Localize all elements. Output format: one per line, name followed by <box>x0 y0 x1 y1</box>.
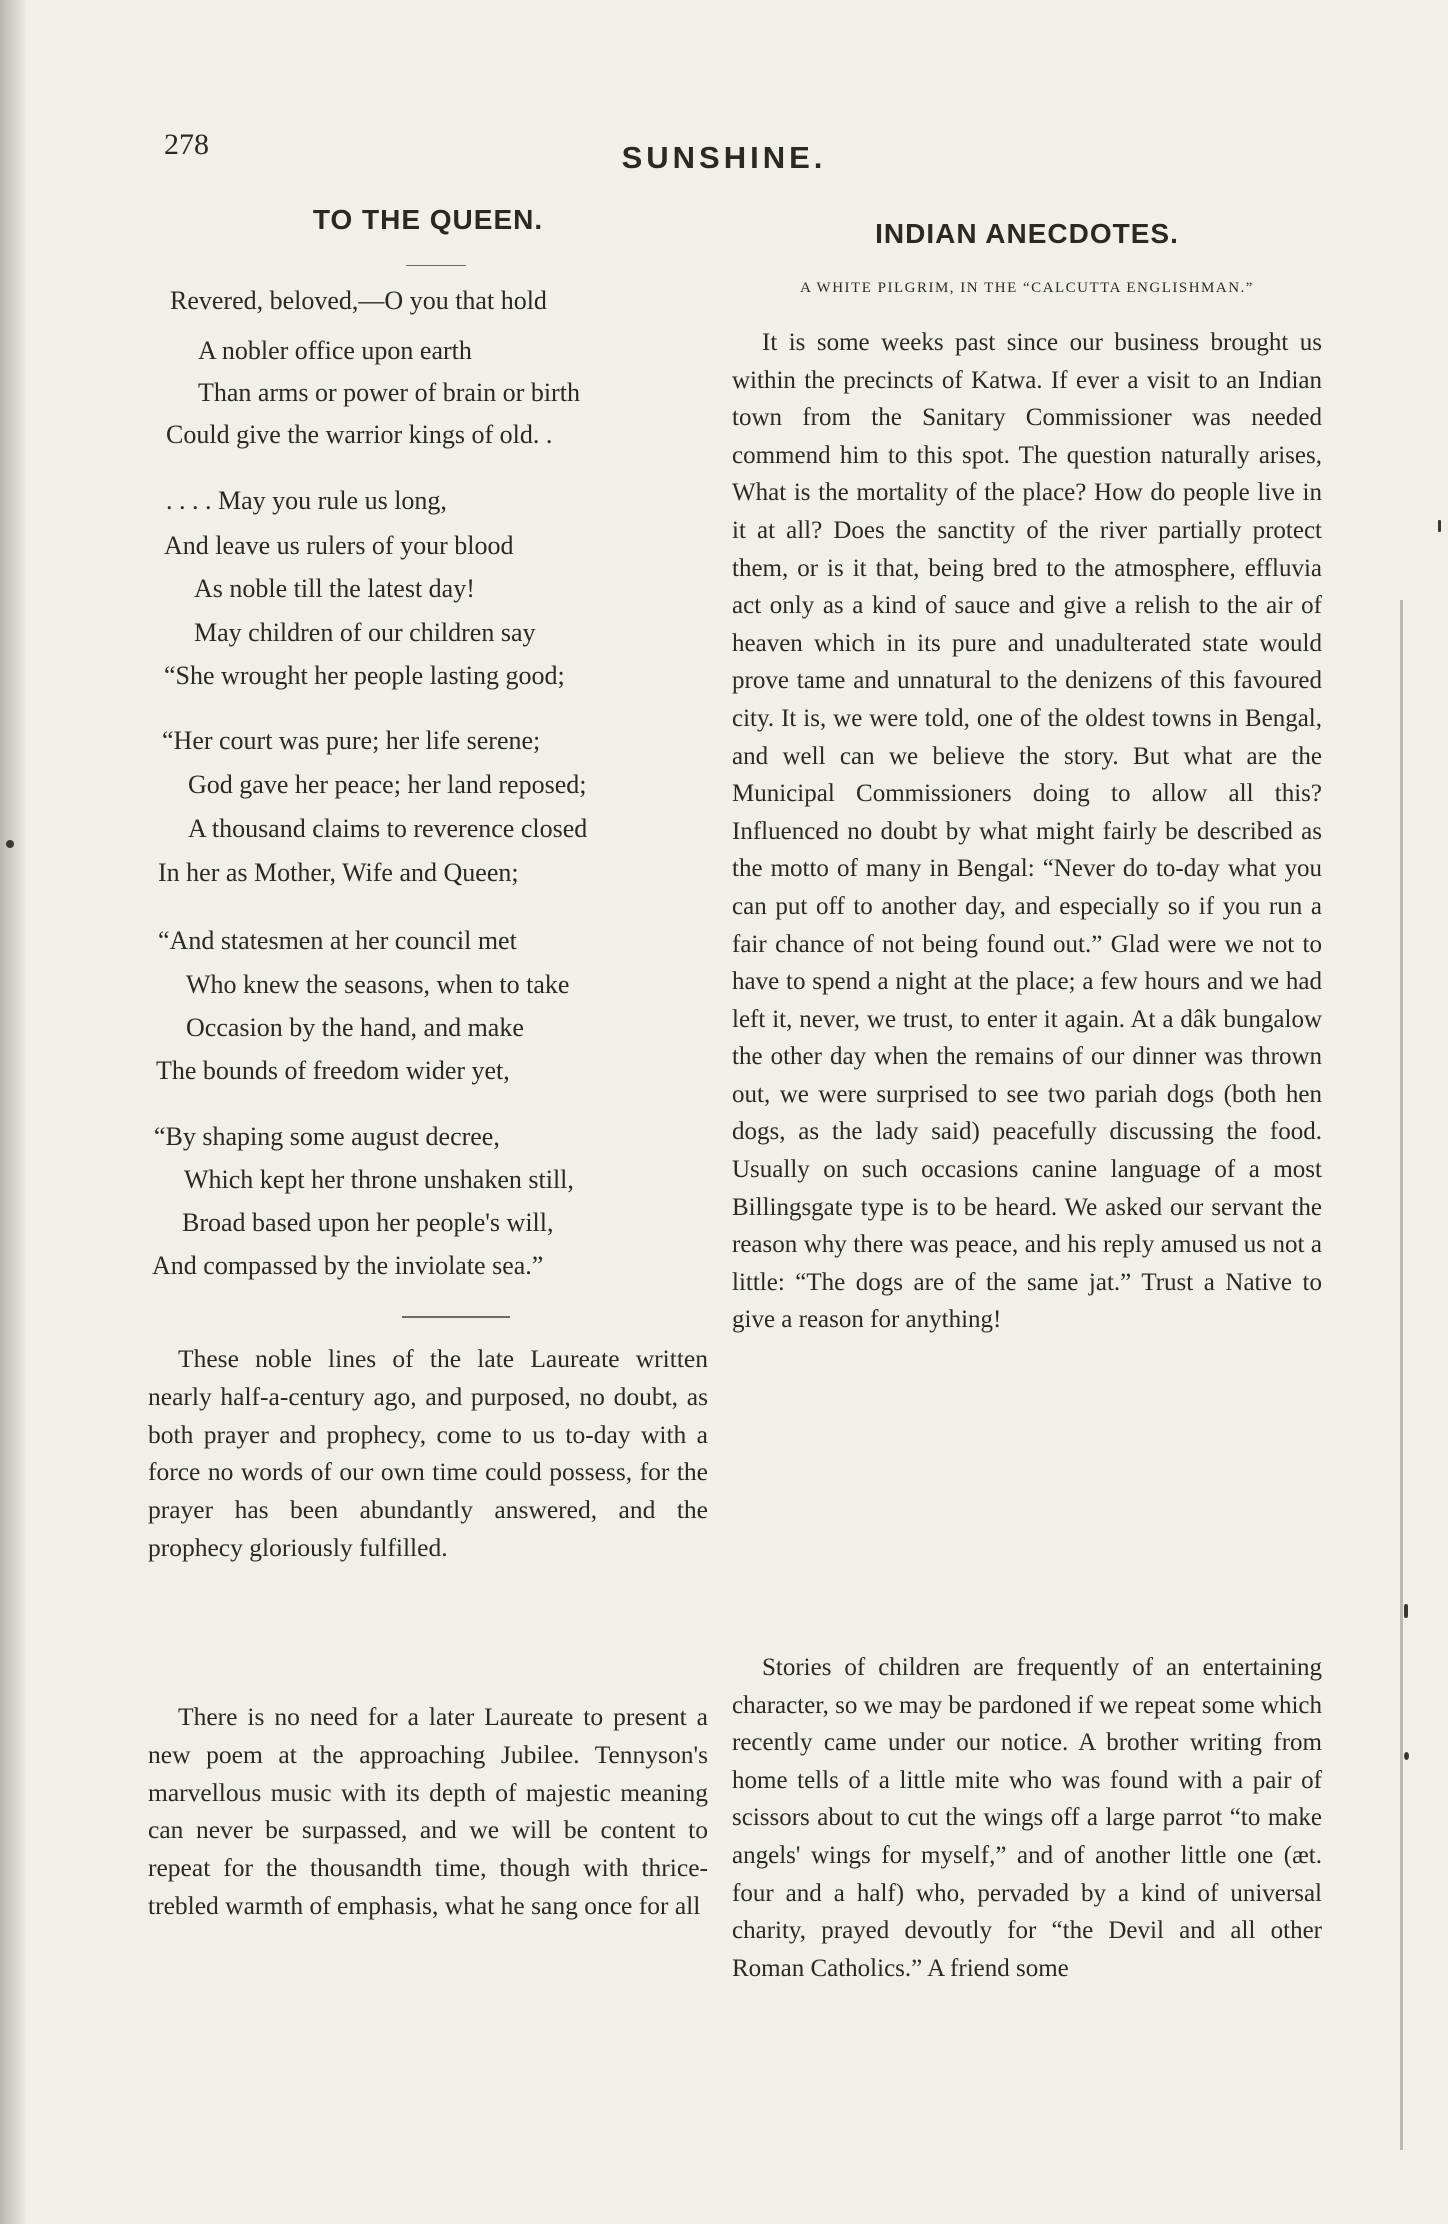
poem-line: Broad based upon her people's will, <box>182 1208 554 1237</box>
poem-line: . . . . May you rule us long, <box>166 486 447 515</box>
poem-line: Could give the warrior kings of old. . <box>166 420 553 449</box>
body-paragraph: It is some weeks past since our business brought us within the precincts of Katwa. If ever a visit to an Indian town from the Sanitary Commissioner was needed commend him to this spot. The question naturally arises, What is the mortality of the place? How do people live in it at all? Does the sanctity of the river partially protect them, or is it that, being bred to the atmosphere, effluvia act only as a kind of sauce and give a relish to the air of heaven which in its pure and unadulterated state would prove tame and unnatural to the denizens of this favoured city. It is, we were told, one of the oldest towns in Bengal, and well can we believe the story. But what are the Municipal Commissioners doing to allow all this? Influenced no doubt by what might fairly be described as the motto of many in Bengal: “Never do to-day what you can put off to another day, and especially so if you run a fair chance of not being found out.” Glad were we not to have to spend a night at the place; a few hours and we had left it, never, we trust, to enter it again. At a dâk bungalow the other day when the remains of our dinner was thrown out, we were surprised to see two pariah dogs (both hen dogs, as the lady said) peacefully discussing the food. Usually on such occasions canine language of a most Billingsgate type is to be heard. We asked our servant the reason why there was peace, and his reply amused us not a little: “The dogs are of the same jat.” Trust a Native to give a reason for anything! <box>732 329 1322 1334</box>
body-paragraph: There is no need for a later Laureate to present a new poem at the approaching Jubilee. Tennyson's marvellous music with its depth of majestic meaning can never be surpassed, and we will be content to repeat for the thousandth time, though with thrice-trebled warmth of emphasis, what he sang once for all <box>148 1702 708 1920</box>
title-rule <box>406 265 466 266</box>
poem-line: “And statesmen at her council met <box>158 926 517 955</box>
body-paragraph: Stories of children are frequently of an entertaining character, so we may be pardoned if we repeat some which recently came under our notice. A brother writing from home tells of a little mite who was found with a pair of scissors about to cut the wings off a large parrot “to make angels' wings for myself,” and of another little one (æt. four and a half) who, pervaded by a kind of universal charity, prayed devoutly for “the Devil and all other Roman Catholics.” A friend some <box>732 1654 1322 1982</box>
poem-line: The bounds of freedom wider yet, <box>156 1056 510 1085</box>
poem-line: A thousand claims to reverence closed <box>188 814 588 843</box>
poem-line: “By shaping some august decree, <box>154 1122 500 1151</box>
poem-line: Occasion by the hand, and make <box>186 1013 524 1042</box>
poem-line: “Her court was pure; her life serene; <box>162 726 541 755</box>
poem-line: A nobler office upon earth <box>198 336 472 365</box>
poem-line: Which kept her throne unshaken still, <box>184 1165 574 1194</box>
article-title: INDIAN ANECDOTES. <box>875 218 1179 249</box>
article-byline: A WHITE PILGRIM, IN THE “CALCUTTA ENGLISHMAN.” <box>800 280 1254 296</box>
scan-speck <box>1404 1752 1409 1760</box>
scan-speck <box>6 840 14 848</box>
section-rule <box>402 1316 510 1318</box>
running-head: SUNSHINE. <box>621 140 827 175</box>
poem-line: May children of our children say <box>194 618 536 647</box>
poem-line: Than arms or power of brain or birth <box>198 378 580 407</box>
poem-line: In her as Mother, Wife and Queen; <box>158 858 519 887</box>
body-paragraph: These noble lines of the late Laureate written nearly half-a-century ago, and purposed, no doubt, as both prayer and prophecy, come to us to-day with a force no words of our own time could possess, for the prayer has been abundantly answered, and the prophecy gloriously fulfilled. <box>148 1344 708 1562</box>
binding-edge-line <box>1400 600 1403 2150</box>
poem-line: As noble till the latest day! <box>194 574 475 603</box>
page-edge-shadow <box>0 0 26 2224</box>
poem-line: God gave her peace; her land reposed; <box>188 770 587 799</box>
poem-line: Who knew the seasons, when to take <box>186 970 570 999</box>
page-number: 278 <box>164 128 209 161</box>
poem-line: And compassed by the inviolate sea.” <box>152 1251 544 1280</box>
poem-line: “She wrought her people lasting good; <box>164 661 565 690</box>
scan-speck <box>1438 520 1441 532</box>
poem-title: TO THE QUEEN. <box>312 204 544 235</box>
scan-speck <box>1404 1604 1408 1618</box>
poem-line: Revered, beloved,—O you that hold <box>170 286 547 315</box>
poem-line: And leave us rulers of your blood <box>164 531 514 560</box>
